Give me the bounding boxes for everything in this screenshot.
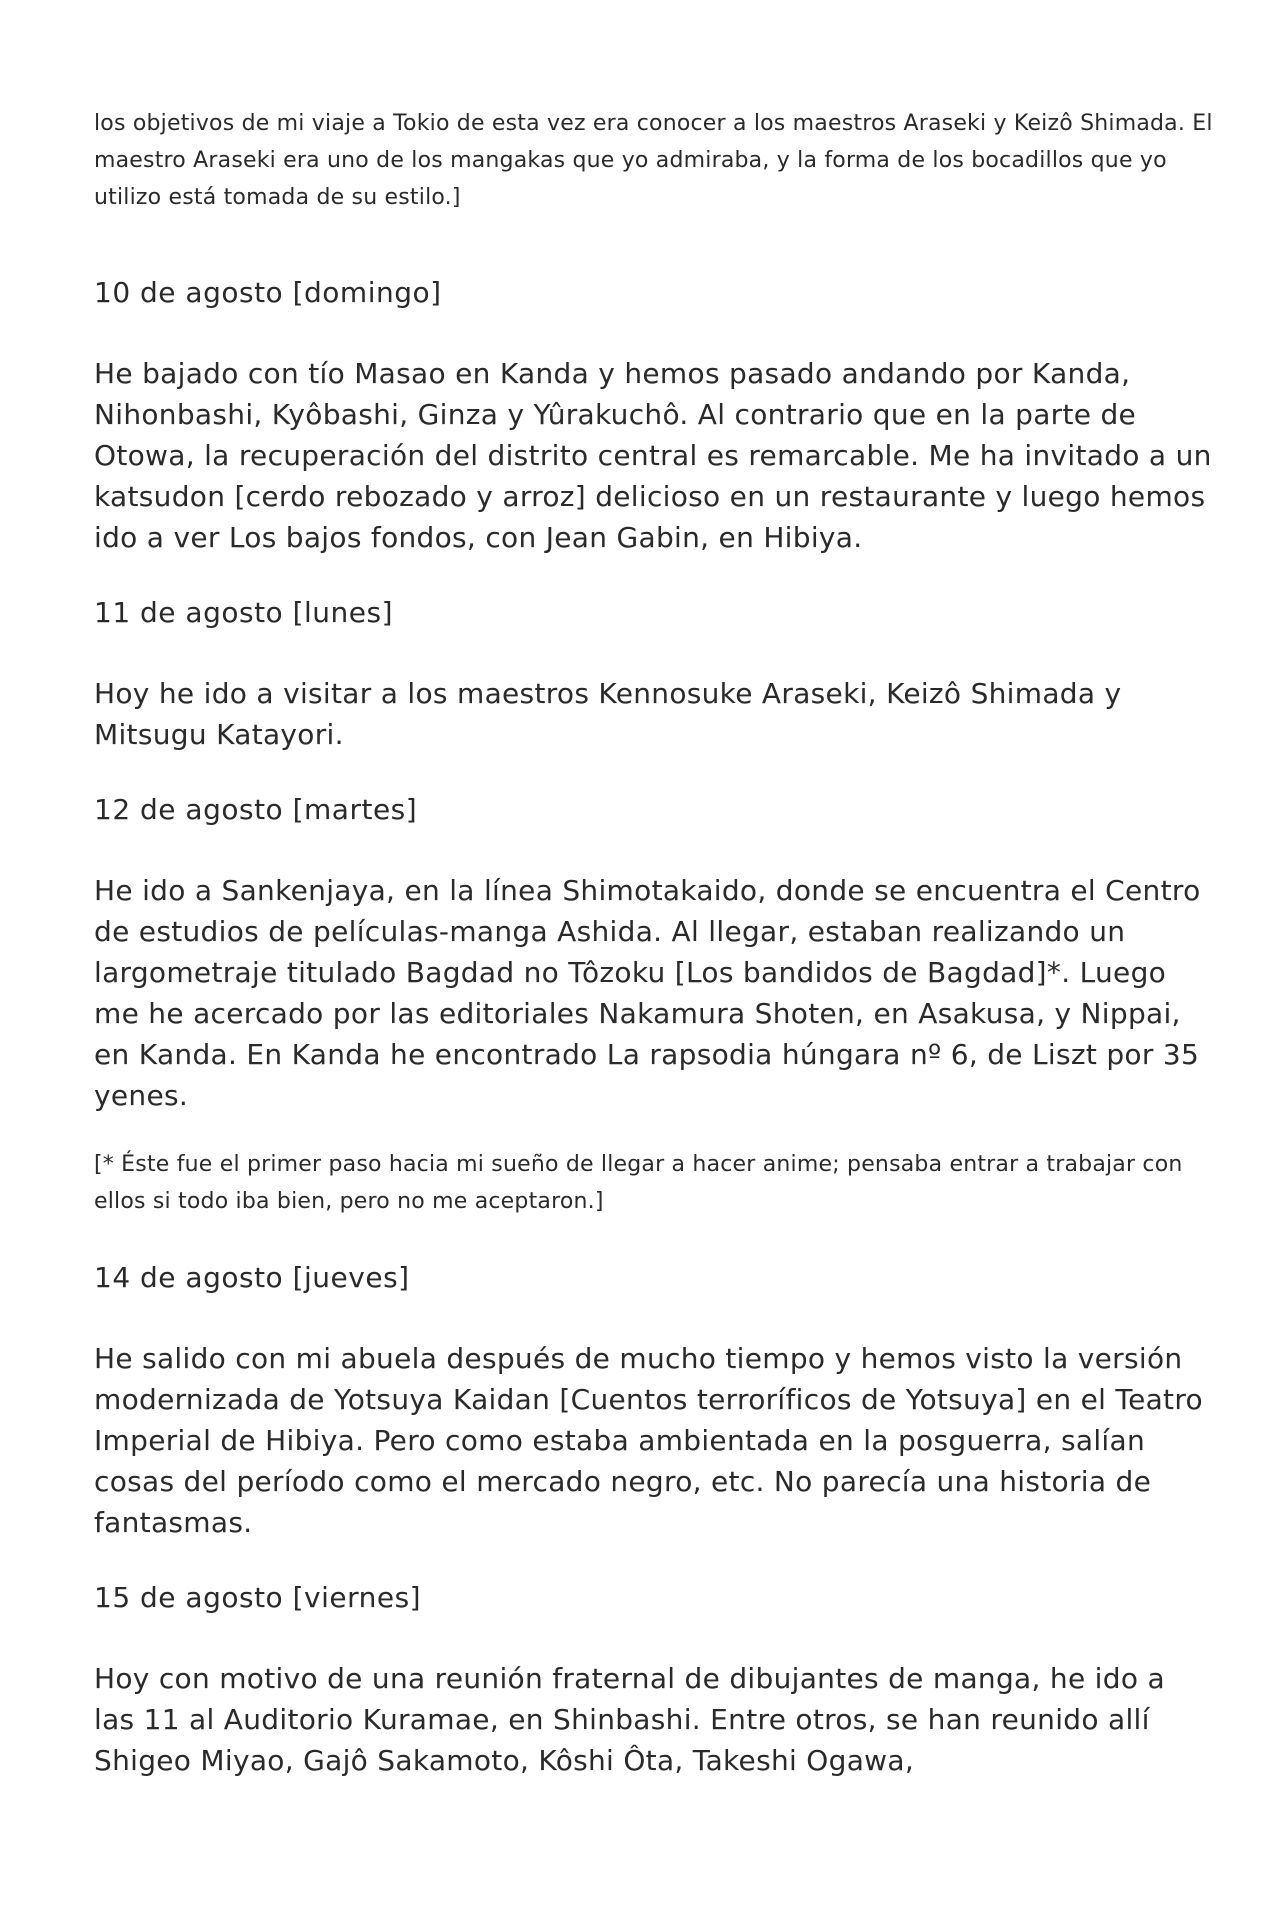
entry-text: Hoy con motivo de una reunión fraternal de dibujantes de manga, he ido a las 11 al Auditorio Kuramae, en Shinbashi. Entre otros, se han reunido allí Shigeo Miyao, Gajô Sakamoto, Kôshi Ôta, Takeshi Ogawa, [94,1662,1165,1777]
diary-page [94,105,1214,1781]
entry-text: He salido con mi abuela después de mucho tiempo y hemos visto la versión modernizada de Yotsuya Kaidan [Cuentos terroríficos de Yotsuya] en el Teatro Imperial de Hibiya. Pero como estaba ambientada en la posguerra, salían cosas del período como el mercado negro, etc. No parecía una historia de fantasmas. [94,1342,1203,1539]
entry-text: He bajado con tío Masao en Kanda y hemos pasado andando por Kanda, Nihonbashi, Kyôbashi, Ginza y Yûrakuchô. Al contrario que en la parte de Otowa, la recuperación del distrito central es remarcable. Me ha invitado a un katsudon [cerdo rebozado y arroz] delicioso en un restaurante y luego hemos ido a ver Los bajos fondos, con Jean Gabin, en Hibiya. [94,357,1212,554]
entry-date: 10 de agosto [domingo] [94,276,442,309]
entry-date: 11 de agosto [lunes] [94,596,394,629]
entry-text: Hoy he ido a visitar a los maestros Kennosuke Araseki, Keizô Shimada y Mitsugu Katayori. [94,677,1122,751]
entry-text: He ido a Sankenjaya, en la línea Shimotakaido, donde se encuentra el Centro de estudios de películas-manga Ashida. Al llegar, estaban realizando un largometraje titulado Bagdad no Tôzoku [Los bandidos de Bagdad]*. Luego me he acercado por las editoriales Nakamura Shoten, en Asakusa, y Nippai, en Kanda. En Kanda he encontrado La rapsodia húngara nº 6, de Liszt por 35 yenes. [94,874,1201,1112]
footnote: [* Éste fue el primer paso hacia mi sueño de llegar a hacer anime; pensaba entrar a trabajar con ellos si todo iba bien, pero no me aceptaron.] [94,1152,1183,1214]
entry-date: 12 de agosto [martes] [94,793,418,826]
intro-note: los objetivos de mi viaje a Tokio de esta vez era conocer a los maestros Araseki y Keizô Shimada. El maestro Araseki era uno de los mangakas que yo admiraba, y la forma de los bocadillos que yo utilizo está tomada de su estilo.] [94,111,1213,210]
entry-date: 15 de agosto [viernes] [94,1581,422,1614]
entry-date: 14 de agosto [jueves] [94,1261,410,1294]
